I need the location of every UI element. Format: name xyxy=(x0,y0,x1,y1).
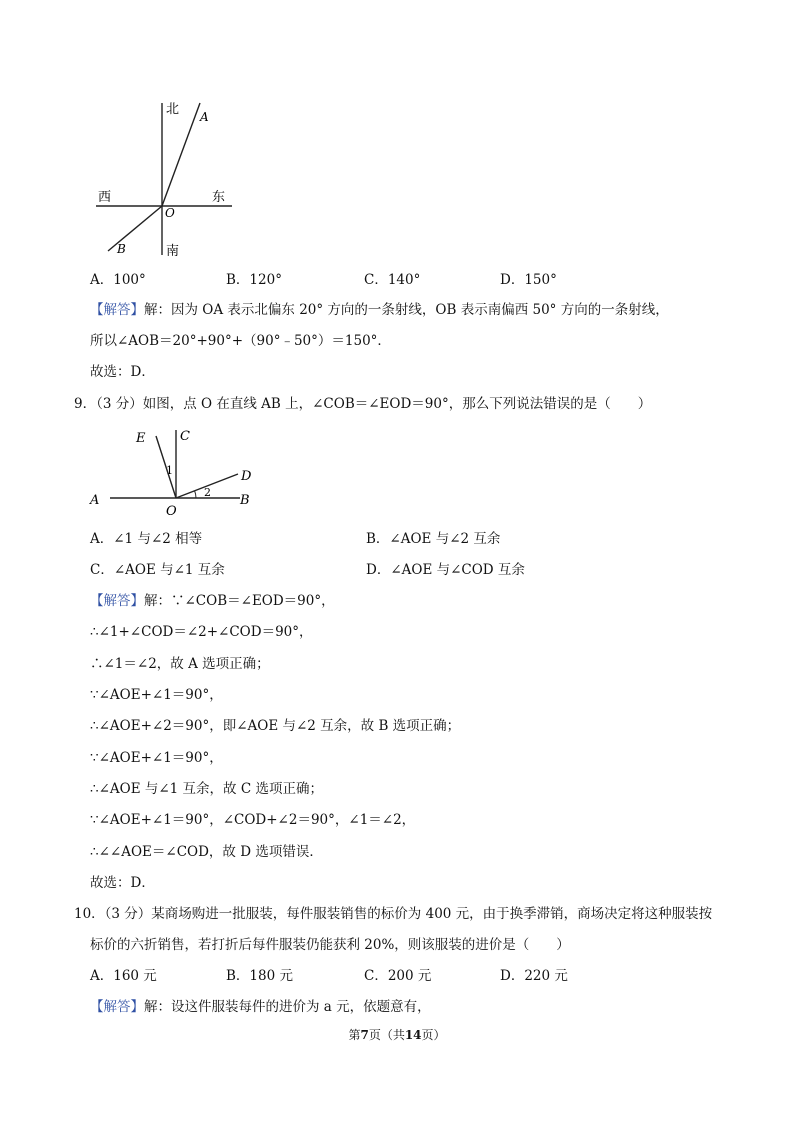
q8-option-d: D．150° xyxy=(500,272,557,288)
ray-OA xyxy=(162,103,200,206)
page-number: 7 xyxy=(360,1028,369,1042)
label-C: C xyxy=(180,429,190,444)
label-south: 南 xyxy=(166,244,180,259)
q8-option-a: A．100° xyxy=(90,272,146,288)
compass-figure xyxy=(90,95,240,260)
q9-option-c: C．∠AOE 与∠1 互余 xyxy=(90,562,225,578)
q10-option-b: B．180 元 xyxy=(226,968,293,984)
q9-answer-line-8: ∵∠AOE+∠1＝90°，∠COD+∠2＝90°，∠1＝∠2， xyxy=(90,812,416,828)
q9-answer-line-6: ∵∠AOE+∠1＝90°， xyxy=(90,750,223,766)
label-angle-1: 1 xyxy=(166,464,173,477)
page-footer: 第7页（共14页） xyxy=(348,1028,446,1042)
answer-tag: 【解答】 xyxy=(90,593,144,609)
q10-option-d: D．220 元 xyxy=(500,968,568,984)
q9-answer-line-9: ∴∠∠AOE＝∠COD，故 D 选项错误． xyxy=(90,844,323,860)
q10-option-c: C．200 元 xyxy=(364,968,432,984)
q9-answer-line-5: ∴∠AOE+∠2＝90°，即∠AOE 与∠2 互余，故 B 选项正确； xyxy=(90,718,461,734)
q8-answer-line-1: 【解答】解：因为 OA 表示北偏东 20° 方向的一条射线，OB 表示南偏西 50° 方向的一条射线， xyxy=(90,302,669,318)
q9-answer-line-4: ∵∠AOE+∠1＝90°， xyxy=(90,687,223,703)
q8-answer-line-2: 所以∠AOB＝20°+90°+（90°﹣50°）＝150°． xyxy=(90,333,391,349)
q9-option-b: B．∠AOE 与∠2 互余 xyxy=(366,531,501,547)
q10-stem-line-1: 10．（3 分）某商场购进一批服装，每件服装销售的标价为 400 元，由于换季滞销，商场决定将这种服装按 xyxy=(74,906,713,922)
page-total: 14 xyxy=(404,1028,422,1042)
q9-option-d: D．∠AOE 与∠COD 互余 xyxy=(366,562,525,578)
q9-answer-line-2: ∴∠1+∠COD＝∠2+∠COD＝90°， xyxy=(90,624,313,640)
label-B: B xyxy=(117,242,126,256)
q9-answer-line-10: 故选：D． xyxy=(90,875,155,891)
label-angle-2: 2 xyxy=(204,486,211,499)
angle-figure xyxy=(88,422,268,518)
label-D: D xyxy=(241,469,252,484)
answer-tag: 【解答】 xyxy=(90,302,144,318)
q10-option-a: A．160 元 xyxy=(90,968,157,984)
label-A: A xyxy=(90,493,100,508)
q8-answer-line-3: 故选：D． xyxy=(90,364,155,380)
label-north: 北 xyxy=(166,102,180,117)
q9-answer-line-3: ∴∠1＝∠2，故 A 选项正确； xyxy=(90,656,270,672)
q10-answer-line-1: 【解答】解：设这件服装每件的进价为 a 元，依题意有， xyxy=(90,999,431,1015)
label-A: A xyxy=(200,110,209,124)
q8-option-c: C．140° xyxy=(364,272,421,288)
angle-2-arc xyxy=(195,491,196,498)
q10-stem-line-2: 标价的六折销售，若打折后每件服装仍能获利 20%，则该服装的进价是（ ） xyxy=(90,937,570,953)
q9-answer-line-7: ∴∠AOE 与∠1 互余，故 C 选项正确； xyxy=(90,781,323,797)
label-west: 西 xyxy=(98,190,112,205)
label-O: O xyxy=(166,504,177,518)
label-E: E xyxy=(136,431,146,446)
q9-stem: 9．（3 分）如图，点 O 在直线 AB 上，∠COB＝∠EOD＝90°，那么下列说法错误的是（ ） xyxy=(74,396,652,412)
label-east: 东 xyxy=(212,190,226,205)
q8-option-b: B．120° xyxy=(226,272,282,288)
answer-tag: 【解答】 xyxy=(90,999,144,1015)
label-O: O xyxy=(165,206,175,220)
q9-answer-line-1: 【解答】解：∵∠COB＝∠EOD＝90°， xyxy=(90,593,335,609)
label-B: B xyxy=(240,493,250,508)
q9-option-a: A．∠1 与∠2 相等 xyxy=(90,531,203,547)
